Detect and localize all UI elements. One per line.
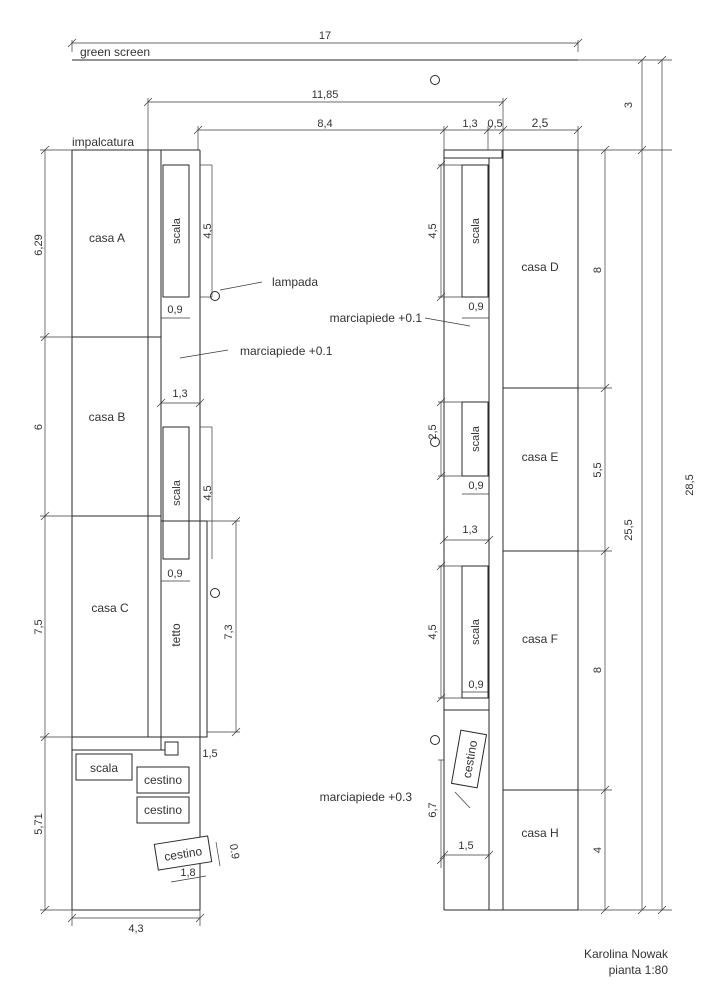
basket-1-label: cestino xyxy=(143,773,183,787)
dim-1-3-right: 1,3 xyxy=(462,524,478,536)
dim-0-9-dot: 0.9 xyxy=(226,843,242,861)
sidewalk-03-label: marciapiede +0.3 xyxy=(319,790,412,804)
casa-d-label: casa D xyxy=(521,260,559,274)
right-dimensions xyxy=(578,56,696,914)
title: impalcatura xyxy=(72,135,135,149)
dim-street-width: 8,4 xyxy=(317,118,333,130)
stairs-2-label: scala xyxy=(171,480,183,506)
basket-3-label: cestino xyxy=(163,844,204,864)
dim-4-5-stairs-1: 4,5 xyxy=(202,223,214,239)
dim-25-5: 25,5 xyxy=(623,519,635,541)
footer xyxy=(584,947,669,977)
casa-b-label: casa B xyxy=(88,410,126,424)
casa-f-label: casa F xyxy=(521,632,559,646)
dim-4-5-stairs-3: 4,5 xyxy=(427,223,439,239)
post xyxy=(165,742,178,755)
stairs-1-label: scala xyxy=(171,218,183,244)
dim-inner-width: 11,85 xyxy=(311,89,339,101)
casa-c-label: casa C xyxy=(91,601,129,615)
stairs-3-label: scala xyxy=(470,218,482,244)
dim-2-5-side: 2,5 xyxy=(427,424,439,440)
dim-4-5-stairs-2: 4,5 xyxy=(202,485,214,501)
dim-4-3: 4,3 xyxy=(128,923,144,935)
sidewalk-right-label: marciapiede +0.1 xyxy=(329,311,422,325)
casa-e-label: casa E xyxy=(521,450,559,464)
casa-a-label: casa A xyxy=(88,231,126,245)
stairs-bottom-label: scala xyxy=(89,761,119,775)
dim-0-9-stairs-4: 0,9 xyxy=(468,480,484,492)
dim-0-9-stairs-1: 0,9 xyxy=(167,304,183,316)
lamp-label: lampada xyxy=(272,275,319,289)
left-block xyxy=(33,135,333,935)
top-dimensions xyxy=(68,30,672,150)
sidewalk-left-label: marciapiede +0.1 xyxy=(240,344,333,358)
basket-2-label: cestino xyxy=(143,803,183,817)
author-label: Karolina Nowak xyxy=(583,947,668,961)
dim-1-5-right: 1,5 xyxy=(458,840,474,852)
dim-6-29: 6,29 xyxy=(33,234,45,256)
dim-2-5: 2,5 xyxy=(531,116,549,130)
dim-6: 6 xyxy=(33,423,45,431)
right-block xyxy=(320,150,578,910)
dim-4: 4 xyxy=(592,846,604,854)
stairs-5-label: scala xyxy=(470,619,482,645)
dim-0-5: 0,5 xyxy=(487,118,503,130)
dim-3: 3 xyxy=(623,101,635,109)
dim-8-d: 8 xyxy=(592,266,604,274)
dim-5-5: 5,5 xyxy=(592,462,604,478)
dim-0-9-stairs-3: 0,9 xyxy=(468,301,484,313)
dim-0-9-stairs-2: 0,9 xyxy=(167,568,183,580)
casa-h-label: casa H xyxy=(521,826,559,840)
dim-6-7: 6,7 xyxy=(427,802,439,818)
dim-1-8: 1,8 xyxy=(180,867,196,879)
dim-1-3-top: 1,3 xyxy=(462,118,478,130)
dim-4-5-stairs-5: 4,5 xyxy=(427,624,439,640)
green-screen-label: green screen xyxy=(80,45,151,59)
dim-7-5: 7,5 xyxy=(33,619,45,635)
dim-28-5: 28,5 xyxy=(684,474,696,496)
dim-8-f: 8 xyxy=(592,666,604,674)
dim-0-9-stairs-5: 0,9 xyxy=(468,679,484,691)
dim-5-71: 5,71 xyxy=(33,813,45,835)
roof-label: tetto xyxy=(169,623,183,647)
stairs-4-label: scala xyxy=(470,426,482,452)
scale-label: pianta 1:80 xyxy=(608,963,668,977)
dim-total-width: 17 xyxy=(318,30,332,42)
dim-1-5-left: 1,5 xyxy=(202,748,218,760)
basket-4-label: cestino xyxy=(459,739,481,780)
dim-1-3-left: 1,3 xyxy=(172,388,188,400)
dim-7-3: 7,3 xyxy=(223,624,235,640)
